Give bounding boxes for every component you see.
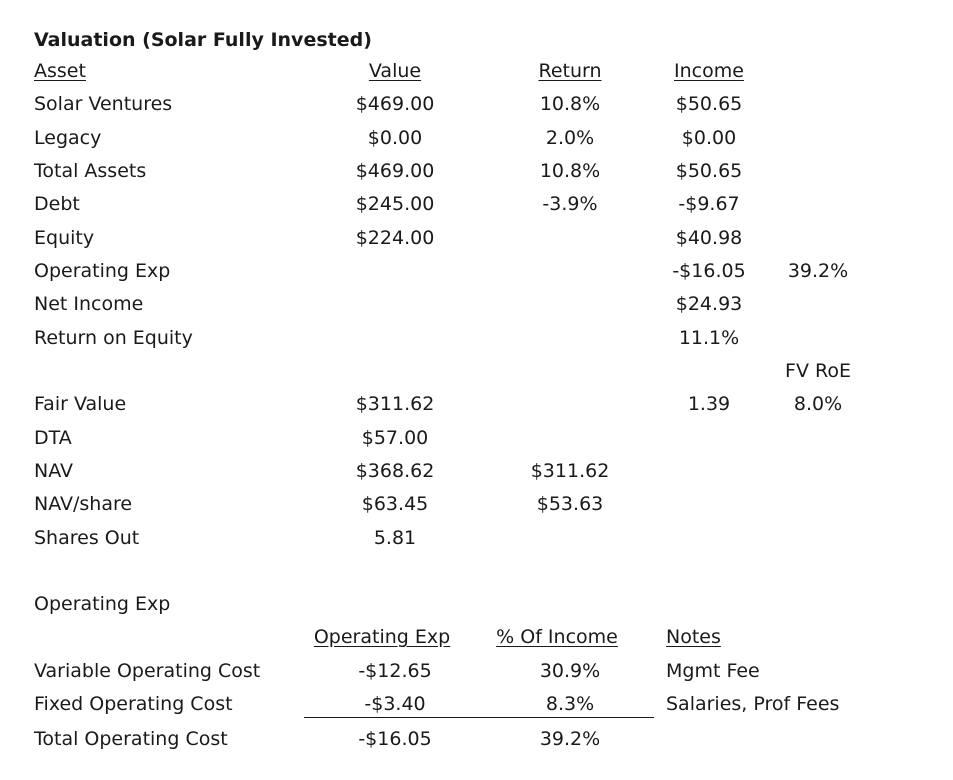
valuation-value: $63.45 xyxy=(361,493,429,515)
row-label: Total Assets xyxy=(34,160,147,182)
opex-row-value: -$16.05 xyxy=(358,728,432,750)
opex-section-title: Operating Exp xyxy=(34,593,171,615)
page-title: Valuation (Solar Fully Invested) xyxy=(34,29,372,51)
opex-header-pct: % Of Income xyxy=(496,626,618,648)
opex-row-pct: 8.3% xyxy=(545,693,595,715)
opex-row-label: Total Operating Cost xyxy=(34,728,228,750)
row-income: $50.65 xyxy=(675,93,743,115)
opex-row-value: -$3.40 xyxy=(364,693,426,715)
row-income: -$9.67 xyxy=(678,193,740,215)
valuation-label: NAV/share xyxy=(34,493,133,515)
valuation-label: Shares Out xyxy=(34,527,140,549)
valuation-value: $311.62 xyxy=(355,393,435,415)
row-label: Legacy xyxy=(34,127,102,149)
row-value: $469.00 xyxy=(355,93,435,115)
opex-row-notes: Mgmt Fee xyxy=(666,660,760,682)
valuation-return: $53.63 xyxy=(536,493,604,515)
row-income: $50.65 xyxy=(675,160,743,182)
row-label: Solar Ventures xyxy=(34,93,173,115)
row-label: Equity xyxy=(34,227,95,249)
row-income: $0.00 xyxy=(681,127,737,149)
row-return: 10.8% xyxy=(539,93,601,115)
row-income: -$16.05 xyxy=(672,260,746,282)
opex-row-pct: 39.2% xyxy=(539,728,601,750)
row-value: $245.00 xyxy=(355,193,435,215)
header-return: Return xyxy=(538,60,602,82)
row-income: 11.1% xyxy=(678,327,740,349)
row-label: Debt xyxy=(34,193,80,215)
opex-header-notes: Notes xyxy=(666,626,721,648)
valuation-extra: 8.0% xyxy=(793,393,843,415)
row-label: Net Income xyxy=(34,293,144,315)
valuation-income: 1.39 xyxy=(687,393,731,415)
row-label: Return on Equity xyxy=(34,327,193,349)
header-income: Income xyxy=(674,60,744,82)
valuation-return: $311.62 xyxy=(530,460,610,482)
row-return: -3.9% xyxy=(542,193,598,215)
opex-row-value: -$12.65 xyxy=(358,660,432,682)
valuation-label: Fair Value xyxy=(34,393,127,415)
opex-header-opex: Operating Exp xyxy=(313,626,451,648)
row-label: Operating Exp xyxy=(34,260,171,282)
opex-row-notes: Salaries, Prof Fees xyxy=(666,693,840,715)
fv-roe-label: FV RoE xyxy=(785,360,851,382)
sum-rule-line xyxy=(304,717,654,718)
valuation-value: $368.62 xyxy=(355,460,435,482)
row-extra: 39.2% xyxy=(787,260,849,282)
valuation-value: 5.81 xyxy=(373,527,417,549)
valuation-label: NAV xyxy=(34,460,73,482)
row-income: $24.93 xyxy=(675,293,743,315)
row-value: $224.00 xyxy=(355,227,435,249)
row-return: 2.0% xyxy=(545,127,595,149)
opex-row-label: Variable Operating Cost xyxy=(34,660,261,682)
header-asset: Asset xyxy=(34,60,86,82)
opex-row-label: Fixed Operating Cost xyxy=(34,693,233,715)
row-value: $0.00 xyxy=(367,127,423,149)
row-value: $469.00 xyxy=(355,160,435,182)
row-income: $40.98 xyxy=(675,227,743,249)
opex-row-pct: 30.9% xyxy=(539,660,601,682)
valuation-label: DTA xyxy=(34,427,72,449)
row-return: 10.8% xyxy=(539,160,601,182)
header-value: Value xyxy=(368,60,422,82)
valuation-value: $57.00 xyxy=(361,427,429,449)
